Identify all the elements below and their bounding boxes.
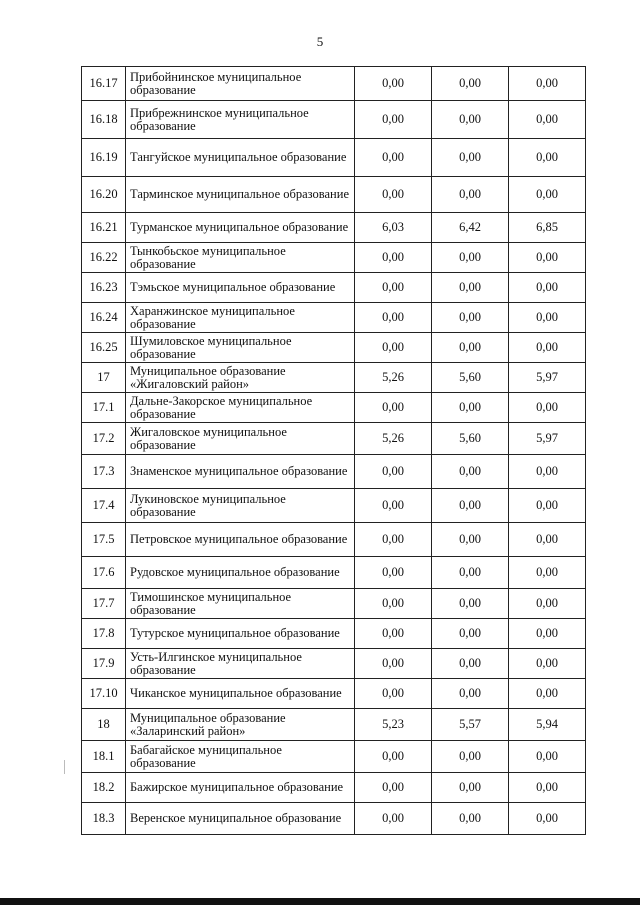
row-value-2: 0,00	[432, 589, 509, 619]
row-value-1: 0,00	[355, 803, 432, 835]
table-row	[82, 67, 586, 101]
row-value-2: 0,00	[432, 139, 509, 177]
row-value-2: 0,00	[432, 649, 509, 679]
row-value-3: 0,00	[509, 393, 586, 423]
row-number: 17.6	[82, 557, 126, 589]
row-number: 16.25	[82, 333, 126, 363]
row-value-1: 0,00	[355, 455, 432, 489]
row-number: 18.1	[82, 741, 126, 773]
row-name: Прибойнинское муниципальное образование	[126, 67, 355, 101]
row-value-3: 0,00	[509, 773, 586, 803]
row-value-3: 0,00	[509, 303, 586, 333]
row-value-2: 5,60	[432, 363, 509, 393]
row-value-1: 0,00	[355, 589, 432, 619]
row-value-3: 0,00	[509, 67, 586, 101]
row-value-3: 0,00	[509, 273, 586, 303]
row-number: 17	[82, 363, 126, 393]
row-number: 18	[82, 709, 126, 741]
table-row	[82, 101, 586, 139]
row-value-3: 0,00	[509, 803, 586, 835]
row-value-3: 0,00	[509, 557, 586, 589]
data-table	[81, 66, 586, 835]
row-number: 17.10	[82, 679, 126, 709]
row-value-2: 0,00	[432, 393, 509, 423]
row-value-1: 0,00	[355, 243, 432, 273]
row-value-1: 5,26	[355, 423, 432, 455]
row-number: 17.7	[82, 589, 126, 619]
row-value-1: 0,00	[355, 557, 432, 589]
row-name: Дальне-Закорское муниципальное образование	[126, 393, 355, 423]
row-value-1: 0,00	[355, 333, 432, 363]
row-number: 18.3	[82, 803, 126, 835]
row-value-1: 0,00	[355, 741, 432, 773]
row-value-3: 0,00	[509, 455, 586, 489]
row-name: Муниципальное образование «Жигаловский район»	[126, 363, 355, 393]
table-row	[82, 177, 586, 213]
row-value-2: 0,00	[432, 803, 509, 835]
row-number: 16.21	[82, 213, 126, 243]
scan-mark	[64, 760, 65, 774]
table-row	[82, 333, 586, 363]
row-name: Бабагайское муниципальное образование	[126, 741, 355, 773]
table-row	[82, 679, 586, 709]
row-value-3: 5,97	[509, 423, 586, 455]
table-row	[82, 213, 586, 243]
row-value-2: 0,00	[432, 101, 509, 139]
row-name: Тэмьское муниципальное образование	[126, 273, 355, 303]
row-value-3: 0,00	[509, 333, 586, 363]
row-value-2: 0,00	[432, 773, 509, 803]
row-value-2: 5,60	[432, 423, 509, 455]
row-value-3: 0,00	[509, 101, 586, 139]
table-row	[82, 363, 586, 393]
row-number: 17.5	[82, 523, 126, 557]
row-value-1: 5,26	[355, 363, 432, 393]
row-name: Муниципальное образование «Заларинский район»	[126, 709, 355, 741]
row-value-1: 0,00	[355, 273, 432, 303]
row-value-2: 6,42	[432, 213, 509, 243]
row-value-2: 0,00	[432, 243, 509, 273]
row-value-2: 0,00	[432, 679, 509, 709]
table-row	[82, 455, 586, 489]
row-name: Тарминское муниципальное образование	[126, 177, 355, 213]
row-value-1: 0,00	[355, 177, 432, 213]
row-number: 16.19	[82, 139, 126, 177]
row-number: 18.2	[82, 773, 126, 803]
row-value-2: 0,00	[432, 177, 509, 213]
row-name: Рудовское муниципальное образование	[126, 557, 355, 589]
row-value-3: 0,00	[509, 177, 586, 213]
bottom-rule	[0, 898, 640, 905]
row-number: 16.18	[82, 101, 126, 139]
row-number: 16.20	[82, 177, 126, 213]
row-value-3: 0,00	[509, 679, 586, 709]
table-row	[82, 243, 586, 273]
row-name: Веренское муниципальное образование	[126, 803, 355, 835]
row-value-1: 0,00	[355, 139, 432, 177]
row-value-2: 5,57	[432, 709, 509, 741]
row-value-2: 0,00	[432, 455, 509, 489]
page-number: 5	[316, 34, 324, 49]
row-name: Турманское муниципальное образование	[126, 213, 355, 243]
row-value-3: 0,00	[509, 589, 586, 619]
table-row	[82, 303, 586, 333]
table-row	[82, 273, 586, 303]
row-value-2: 0,00	[432, 273, 509, 303]
row-value-2: 0,00	[432, 67, 509, 101]
table-row	[82, 589, 586, 619]
row-name: Петровское муниципальное образование	[126, 523, 355, 557]
row-value-2: 0,00	[432, 619, 509, 649]
row-number: 17.4	[82, 489, 126, 523]
table-body	[82, 67, 586, 835]
row-name: Харанжинское муниципальное образование	[126, 303, 355, 333]
table-row	[82, 773, 586, 803]
row-value-3: 0,00	[509, 741, 586, 773]
row-value-3: 0,00	[509, 523, 586, 557]
row-value-3: 0,00	[509, 489, 586, 523]
row-number: 17.2	[82, 423, 126, 455]
row-value-1: 0,00	[355, 619, 432, 649]
row-value-2: 0,00	[432, 333, 509, 363]
table-row	[82, 393, 586, 423]
row-value-1: 0,00	[355, 773, 432, 803]
row-value-1: 0,00	[355, 67, 432, 101]
row-value-3: 0,00	[509, 649, 586, 679]
row-value-3: 0,00	[509, 139, 586, 177]
table-row	[82, 139, 586, 177]
row-value-1: 0,00	[355, 393, 432, 423]
row-number: 17.9	[82, 649, 126, 679]
row-name: Жигаловское муниципальное образование	[126, 423, 355, 455]
row-name: Тангуйское муниципальное образование	[126, 139, 355, 177]
row-value-2: 0,00	[432, 557, 509, 589]
table-row	[82, 557, 586, 589]
table-row	[82, 649, 586, 679]
row-name: Тимошинское муниципальное образование	[126, 589, 355, 619]
row-name: Лукиновское муниципальное образование	[126, 489, 355, 523]
table-row	[82, 619, 586, 649]
row-value-3: 0,00	[509, 619, 586, 649]
row-number: 16.23	[82, 273, 126, 303]
row-value-2: 0,00	[432, 489, 509, 523]
table-row	[82, 741, 586, 773]
row-number: 16.17	[82, 67, 126, 101]
row-value-3: 5,97	[509, 363, 586, 393]
row-name: Знаменское муниципальное образование	[126, 455, 355, 489]
row-value-3: 5,94	[509, 709, 586, 741]
table-row	[82, 709, 586, 741]
row-name: Чиканское муниципальное образование	[126, 679, 355, 709]
table-row	[82, 489, 586, 523]
row-value-3: 0,00	[509, 243, 586, 273]
row-number: 17.8	[82, 619, 126, 649]
row-value-1: 0,00	[355, 303, 432, 333]
row-name: Усть-Илгинское муниципальное образование	[126, 649, 355, 679]
row-name: Бажирское муниципальное образование	[126, 773, 355, 803]
row-value-1: 5,23	[355, 709, 432, 741]
row-value-1: 6,03	[355, 213, 432, 243]
row-number: 17.1	[82, 393, 126, 423]
row-value-1: 0,00	[355, 649, 432, 679]
row-number: 16.22	[82, 243, 126, 273]
row-value-2: 0,00	[432, 741, 509, 773]
row-value-1: 0,00	[355, 101, 432, 139]
table-row	[82, 523, 586, 557]
row-number: 17.3	[82, 455, 126, 489]
row-value-2: 0,00	[432, 523, 509, 557]
table-row	[82, 423, 586, 455]
row-name: Шумиловское муниципальное образование	[126, 333, 355, 363]
row-number: 16.24	[82, 303, 126, 333]
row-name: Прибрежнинское муниципальное образование	[126, 101, 355, 139]
table-row	[82, 803, 586, 835]
row-name: Тутурское муниципальное образование	[126, 619, 355, 649]
row-value-1: 0,00	[355, 489, 432, 523]
row-value-1: 0,00	[355, 523, 432, 557]
row-value-1: 0,00	[355, 679, 432, 709]
row-value-2: 0,00	[432, 303, 509, 333]
row-value-3: 6,85	[509, 213, 586, 243]
row-name: Тынкобьское муниципальное образование	[126, 243, 355, 273]
